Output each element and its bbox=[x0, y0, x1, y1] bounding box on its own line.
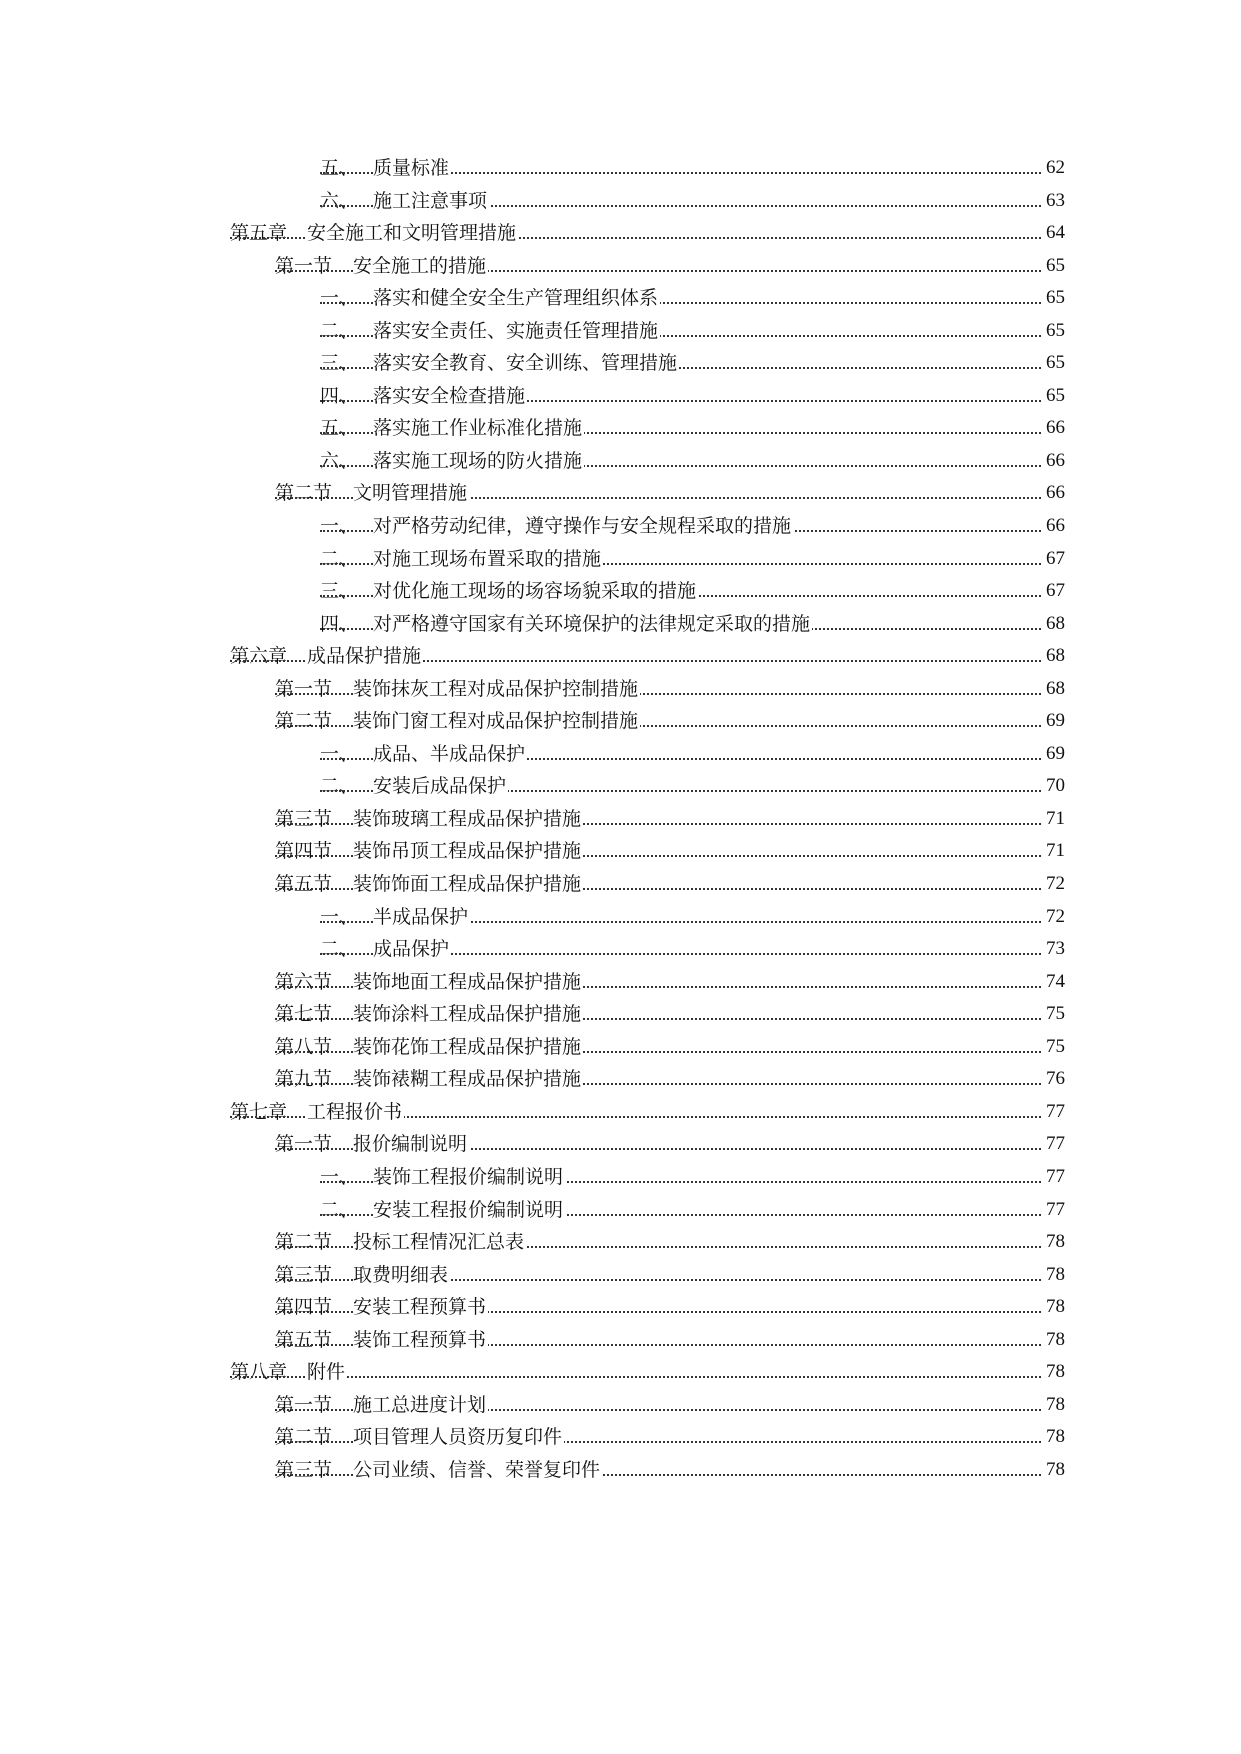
toc-page-number: 68 bbox=[1046, 677, 1065, 699]
toc-page-number: 71 bbox=[1046, 807, 1065, 829]
toc-entry-number: 第九节 bbox=[275, 1068, 333, 1091]
toc-entry[interactable] bbox=[0, 1291, 1241, 1324]
toc-entry-title: 装饰涂料工程成品保护措施 bbox=[353, 998, 583, 1031]
toc-entry-title: 取费明细表 bbox=[353, 1259, 450, 1292]
toc-entry-number: 第七节 bbox=[275, 1003, 333, 1026]
toc-entry[interactable] bbox=[0, 608, 1241, 641]
toc-entry-title: 装饰抹灰工程对成品保护控制措施 bbox=[353, 673, 640, 706]
toc-entry[interactable] bbox=[0, 152, 1241, 185]
toc-entry-number: 二、 bbox=[320, 1198, 359, 1221]
toc-entry-title: 装饰裱糊工程成品保护措施 bbox=[353, 1063, 583, 1096]
toc-entry[interactable] bbox=[0, 543, 1241, 576]
toc-entry[interactable] bbox=[0, 412, 1241, 445]
toc-entry[interactable] bbox=[0, 1063, 1241, 1096]
toc-entry[interactable] bbox=[0, 770, 1241, 803]
toc-entry-title: 装饰吊顶工程成品保护措施 bbox=[353, 835, 583, 868]
toc-entry-title: 装饰门窗工程对成品保护控制措施 bbox=[353, 705, 640, 738]
toc-entry[interactable] bbox=[0, 933, 1241, 966]
toc-entry[interactable] bbox=[0, 250, 1241, 283]
toc-entry-number: 一、 bbox=[320, 742, 359, 765]
toc-entry-number: 第五节 bbox=[275, 873, 333, 896]
toc-entry-title: 落实安全责任、实施责任管理措施 bbox=[373, 315, 660, 348]
toc-entry[interactable] bbox=[0, 673, 1241, 706]
toc-entry-number: 六、 bbox=[320, 449, 359, 472]
toc-entry-title: 施工总进度计划 bbox=[353, 1389, 488, 1422]
toc-entry-number: 二、 bbox=[320, 319, 359, 342]
toc-entry-number: 三、 bbox=[320, 580, 359, 603]
toc-entry-number: 第二节 bbox=[275, 482, 333, 505]
toc-entry-number: 第一节 bbox=[275, 1133, 333, 1156]
toc-page-number: 69 bbox=[1046, 742, 1065, 764]
toc-page-number: 75 bbox=[1046, 1035, 1065, 1057]
toc-entry-number: 第五章 bbox=[230, 222, 288, 245]
toc-entry-title: 落实安全检查措施 bbox=[373, 380, 527, 413]
toc-entry[interactable] bbox=[0, 477, 1241, 510]
toc-entry[interactable] bbox=[0, 966, 1241, 999]
toc-entry[interactable] bbox=[0, 1389, 1241, 1422]
toc-entry-number: 四、 bbox=[320, 612, 359, 635]
toc-entry[interactable] bbox=[0, 1421, 1241, 1454]
toc-entry-number: 第七章 bbox=[230, 1100, 288, 1123]
toc-page-number: 67 bbox=[1046, 580, 1065, 602]
toc-page-number: 77 bbox=[1046, 1133, 1065, 1155]
toc-entry-title: 工程报价书 bbox=[307, 1096, 404, 1129]
toc-page-number: 69 bbox=[1046, 710, 1065, 732]
toc-entry[interactable] bbox=[0, 510, 1241, 543]
toc-entry-title: 公司业绩、信誉、荣誉复印件 bbox=[353, 1454, 602, 1487]
toc-entry-number: 五、 bbox=[320, 157, 359, 179]
toc-page-number: 78 bbox=[1046, 1296, 1065, 1318]
toc-page-number: 65 bbox=[1046, 254, 1065, 276]
toc-entry[interactable] bbox=[0, 1356, 1241, 1389]
toc-page-number: 67 bbox=[1046, 547, 1065, 569]
toc-page-number: 68 bbox=[1046, 612, 1065, 634]
toc-entry-title: 质量标准 bbox=[373, 152, 451, 185]
toc-entry[interactable] bbox=[0, 217, 1241, 250]
toc-page-number: 76 bbox=[1046, 1068, 1065, 1090]
table-of-contents bbox=[0, 152, 1241, 1486]
toc-entry-number: 五、 bbox=[320, 417, 359, 440]
toc-entry-title: 文明管理措施 bbox=[353, 477, 469, 510]
toc-entry[interactable] bbox=[0, 380, 1241, 413]
toc-entry-title: 施工注意事项 bbox=[373, 185, 489, 218]
toc-entry[interactable] bbox=[0, 1096, 1241, 1129]
toc-page-number: 65 bbox=[1046, 287, 1065, 309]
toc-entry-title: 安装工程报价编制说明 bbox=[373, 1194, 565, 1227]
toc-entry-title: 落实和健全安全生产管理组织体系 bbox=[373, 282, 660, 315]
toc-entry-title: 投标工程情况汇总表 bbox=[353, 1226, 526, 1259]
toc-entry[interactable] bbox=[0, 347, 1241, 380]
toc-entry-title: 项目管理人员资历复印件 bbox=[353, 1421, 564, 1454]
toc-entry-title: 装饰工程报价编制说明 bbox=[373, 1161, 565, 1194]
toc-page-number: 68 bbox=[1046, 645, 1065, 667]
toc-entry-number: 第三节 bbox=[275, 1458, 333, 1481]
toc-entry-title: 装饰工程预算书 bbox=[353, 1324, 488, 1357]
toc-page-number: 78 bbox=[1046, 1328, 1065, 1350]
toc-entry[interactable] bbox=[0, 1031, 1241, 1064]
toc-entry-number: 第一节 bbox=[275, 1393, 333, 1416]
toc-page-number: 63 bbox=[1046, 189, 1065, 211]
toc-entry-number: 第五节 bbox=[275, 1328, 333, 1351]
toc-entry[interactable] bbox=[0, 868, 1241, 901]
toc-page-number: 71 bbox=[1046, 840, 1065, 862]
toc-entry-title: 装饰饰面工程成品保护措施 bbox=[353, 868, 583, 901]
toc-entry-number: 三、 bbox=[320, 352, 359, 375]
toc-page-number: 78 bbox=[1046, 1458, 1065, 1480]
toc-page-number: 66 bbox=[1046, 482, 1065, 504]
toc-entry-title: 对施工现场布置采取的措施 bbox=[373, 543, 603, 576]
toc-page-number: 72 bbox=[1046, 873, 1065, 895]
toc-page-number: 77 bbox=[1046, 1198, 1065, 1220]
toc-page-number: 70 bbox=[1046, 775, 1065, 797]
toc-entry-number: 第三节 bbox=[275, 1263, 333, 1286]
toc-entry-title: 对严格劳动纪律，遵守操作与安全规程采取的措施 bbox=[373, 510, 793, 543]
toc-entry[interactable] bbox=[0, 738, 1241, 771]
toc-entry[interactable] bbox=[0, 1161, 1241, 1194]
toc-page-number: 78 bbox=[1046, 1393, 1065, 1415]
toc-entry-title: 成品保护措施 bbox=[307, 640, 423, 673]
toc-entry[interactable] bbox=[0, 1324, 1241, 1357]
toc-entry-title: 装饰地面工程成品保护措施 bbox=[353, 966, 583, 999]
toc-entry[interactable] bbox=[0, 835, 1241, 868]
toc-entry[interactable] bbox=[0, 1226, 1241, 1259]
toc-entry[interactable] bbox=[0, 1259, 1241, 1292]
toc-page-number: 66 bbox=[1046, 449, 1065, 471]
toc-entry-title: 安装后成品保护 bbox=[373, 770, 508, 803]
toc-page-number: 77 bbox=[1046, 1100, 1065, 1122]
toc-page-number: 66 bbox=[1046, 417, 1065, 439]
toc-page-number: 65 bbox=[1046, 352, 1065, 374]
toc-entry-number: 第二节 bbox=[275, 1426, 333, 1449]
toc-entry-number: 第四节 bbox=[275, 840, 333, 863]
toc-page-number: 78 bbox=[1046, 1263, 1065, 1285]
toc-entry-title: 成品保护 bbox=[373, 933, 451, 966]
toc-entry-number: 二、 bbox=[320, 938, 359, 961]
toc-entry[interactable] bbox=[0, 705, 1241, 738]
toc-entry-title: 成品、半成品保护 bbox=[373, 738, 527, 771]
toc-entry-title: 安全施工和文明管理措施 bbox=[307, 217, 518, 250]
toc-entry-number: 第八节 bbox=[275, 1035, 333, 1058]
toc-entry-number: 二、 bbox=[320, 775, 359, 798]
toc-entry-number: 一、 bbox=[320, 1165, 359, 1188]
toc-dot-leader bbox=[230, 1376, 1041, 1378]
toc-entry-number: 第八章 bbox=[230, 1361, 288, 1384]
toc-page-number: 65 bbox=[1046, 319, 1065, 341]
toc-entry[interactable] bbox=[0, 1194, 1241, 1227]
toc-page-number: 75 bbox=[1046, 1003, 1065, 1025]
toc-entry[interactable] bbox=[0, 315, 1241, 348]
toc-page-number: 64 bbox=[1046, 222, 1065, 244]
toc-entry-number: 第二节 bbox=[275, 710, 333, 733]
toc-entry-title: 安全施工的措施 bbox=[353, 250, 488, 283]
toc-entry-title: 落实安全教育、安全训练、管理措施 bbox=[373, 347, 679, 380]
toc-entry-title: 附件 bbox=[307, 1356, 347, 1389]
toc-page-number: 72 bbox=[1046, 905, 1065, 927]
toc-page-number: 78 bbox=[1046, 1231, 1065, 1253]
toc-entry[interactable] bbox=[0, 998, 1241, 1031]
toc-page-number: 66 bbox=[1046, 515, 1065, 537]
toc-entry-number: 四、 bbox=[320, 384, 359, 407]
toc-page-number: 77 bbox=[1046, 1165, 1065, 1187]
toc-entry-number: 一、 bbox=[320, 905, 359, 928]
toc-entry-number: 第一节 bbox=[275, 677, 333, 700]
toc-entry[interactable] bbox=[0, 1454, 1241, 1487]
toc-entry[interactable] bbox=[0, 445, 1241, 478]
toc-entry-title: 落实施工现场的防火措施 bbox=[373, 445, 584, 478]
toc-entry-title: 装饰花饰工程成品保护措施 bbox=[353, 1031, 583, 1064]
toc-entry-number: 一、 bbox=[320, 287, 359, 310]
toc-page-number: 74 bbox=[1046, 970, 1065, 992]
toc-entry[interactable] bbox=[0, 803, 1241, 836]
toc-entry-number: 第四节 bbox=[275, 1296, 333, 1319]
toc-entry-title: 装饰玻璃工程成品保护措施 bbox=[353, 803, 583, 836]
toc-entry[interactable] bbox=[0, 185, 1241, 218]
toc-entry-number: 第二节 bbox=[275, 1231, 333, 1254]
toc-entry-title: 半成品保护 bbox=[373, 901, 470, 934]
toc-entry-title: 落实施工作业标准化措施 bbox=[373, 412, 584, 445]
toc-entry-number: 第一节 bbox=[275, 254, 333, 277]
toc-page-number: 78 bbox=[1046, 1361, 1065, 1383]
toc-page-number: 73 bbox=[1046, 938, 1065, 960]
toc-entry-number: 第六章 bbox=[230, 645, 288, 668]
toc-entry-title: 安装工程预算书 bbox=[353, 1291, 488, 1324]
toc-entry[interactable] bbox=[0, 901, 1241, 934]
toc-page-number: 78 bbox=[1046, 1426, 1065, 1448]
toc-entry-title: 报价编制说明 bbox=[353, 1128, 469, 1161]
toc-page-number: 62 bbox=[1046, 157, 1065, 178]
toc-page-number: 65 bbox=[1046, 384, 1065, 406]
toc-entry-number: 二、 bbox=[320, 547, 359, 570]
toc-entry-number: 一、 bbox=[320, 515, 359, 538]
toc-entry[interactable] bbox=[0, 640, 1241, 673]
toc-entry-number: 六、 bbox=[320, 189, 359, 212]
toc-entry-number: 第六节 bbox=[275, 970, 333, 993]
toc-entry[interactable] bbox=[0, 1128, 1241, 1161]
toc-entry-title: 对优化施工现场的场容场貌采取的措施 bbox=[373, 575, 698, 608]
toc-entry-title: 对严格遵守国家有关环境保护的法律规定采取的措施 bbox=[373, 608, 812, 641]
toc-entry[interactable] bbox=[0, 575, 1241, 608]
toc-entry[interactable] bbox=[0, 282, 1241, 315]
toc-entry-number: 第三节 bbox=[275, 807, 333, 830]
